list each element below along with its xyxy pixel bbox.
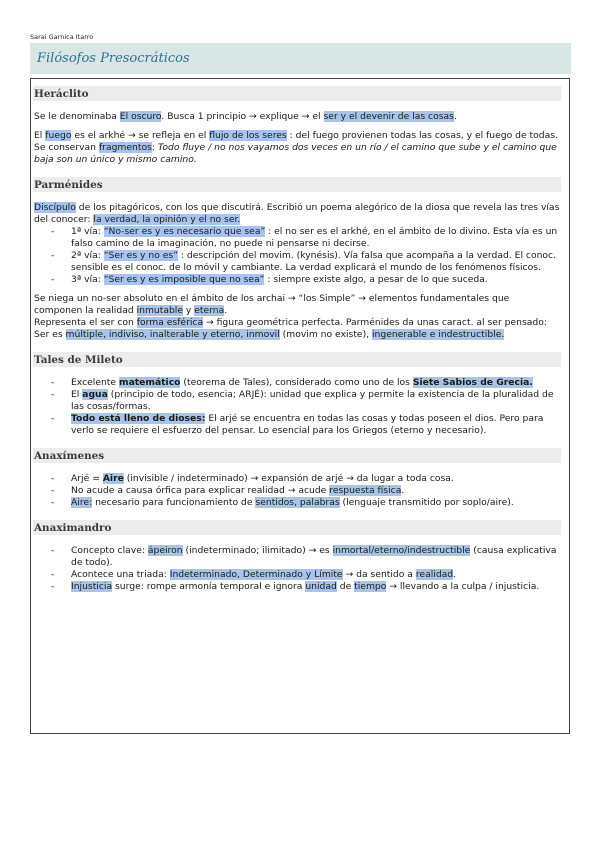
- list-item: - 2ª vía: “Ser es y no es” : descripción del movim. (kynésis). Vía falsa que acompaña a la verdad. El conoc. sensible es el conoc. de lo móvil y cambiante. La verdad explicará el mundo de los fenómenos físicos.: [34, 250, 560, 274]
- heading-anaximandro: Anaximandro: [33, 520, 561, 535]
- list-item: - 3ª vía: “Ser es y es imposible que no sea” : siempre existe algo, a pesar de lo que suceda.: [34, 274, 560, 286]
- anaximandro-list: [34, 545, 560, 593]
- heraclito-paragraph: Se conservan fragmentos: Todo fluye / no nos vayamos dos veces en un río / el camino que sube y el camino que baja son un único y mismo camino.: [34, 142, 557, 165]
- parmenides-paragraph: Se niega un no-ser absoluto en el ámbito de los archai → “los Simple” → elementos fundamentales que componen la realidad inmutable y eterna.: [34, 293, 510, 316]
- heraclito-paragraph: El fuego es el arkhé → se refleja en el flujo de los seres : del fuego provienen todas las cosas, y el fuego de todas.: [34, 130, 558, 141]
- list-item: - Concepto clave: ápeiron (indeterminado; ilimitado) → es inmortal/eterno/indestructible (causa explicativa de todo).: [34, 545, 560, 569]
- list-item: - El agua (principio de todo, esencia; ARJÉ): unidad que explica y permite la existencia de la pluralidad de las cosas/formas.: [34, 389, 560, 413]
- list-item: - Arjé = Aire (invisible / indeterminado) → expansión de arjé → da lugar a toda cosa.: [34, 473, 560, 485]
- list-item: - Acontece una triada: Indeterminado, Determinado y Límite → da sentido a realidad.: [34, 569, 560, 581]
- list-item: - Excelente matemático (teorema de Tales), considerado como uno de los Siete Sabios de Grecia.: [34, 377, 560, 389]
- author-name: Sarai Garnica Itarro: [30, 33, 94, 41]
- heading-heraclito: Heráclito: [33, 86, 561, 101]
- title-bar: [30, 43, 571, 74]
- heading-parmenides: Parménides: [33, 177, 561, 192]
- document-title: Filósofos Presocráticos: [37, 51, 190, 66]
- list-item: - Injusticia surge: rompe armonía temporal e ignora unidad de tiempo → llevando a la culpa / injusticia.: [34, 581, 560, 593]
- heading-anaximenes: Anaxímenes: [33, 448, 561, 463]
- heraclito-paragraph: Se le denominaba El oscuro. Busca 1 principio → explique → el ser y el devenir de las cosas.: [34, 111, 457, 122]
- list-item: - Aire: necesario para funcionamiento de sentidos, palabras (lenguaje transmitido por soplo/aire).: [34, 497, 560, 509]
- tales-list: [34, 377, 560, 437]
- parmenides-paragraph: Representa el ser con forma esférica → figura geométrica perfecta. Parménides da unas caract. al ser pensado:: [34, 317, 547, 328]
- list-item: - No acude a causa órfica para explicar realidad → acude respuesta física.: [34, 485, 560, 497]
- list-item: - 1ª vía: “No-ser es y es necesario que sea” : el no ser es el arkhé, en el ámbito de lo divino. Esta vía es un falso camino de la imaginación, no puede ni pensarse ni decirse.: [34, 226, 560, 250]
- list-item: - Todo está lleno de dioses: El arjé se encuentra en todas las cosas y todas poseen el dios. Pero para verlo se requiere el esfuerzo del pensar. Lo esencial para los Griegos (eterno y necesario).: [34, 413, 560, 437]
- parmenides-paragraph: Ser es múltiple, indiviso, inalterable y eterno, inmovil (movim no existe), ingenerable e indestructible.: [34, 329, 505, 340]
- parmenides-vias-list: [34, 226, 560, 286]
- notes-content: [34, 86, 560, 593]
- anaximenes-list: [34, 473, 560, 509]
- parmenides-paragraph: Discípulo de los pitagóricos, con los que discutirá. Escribió un poema alegórico de la diosa que revela las tres vías del conocer: la verdad, la opinión y el no ser.: [34, 202, 560, 225]
- heading-tales: Tales de Mileto: [33, 352, 561, 367]
